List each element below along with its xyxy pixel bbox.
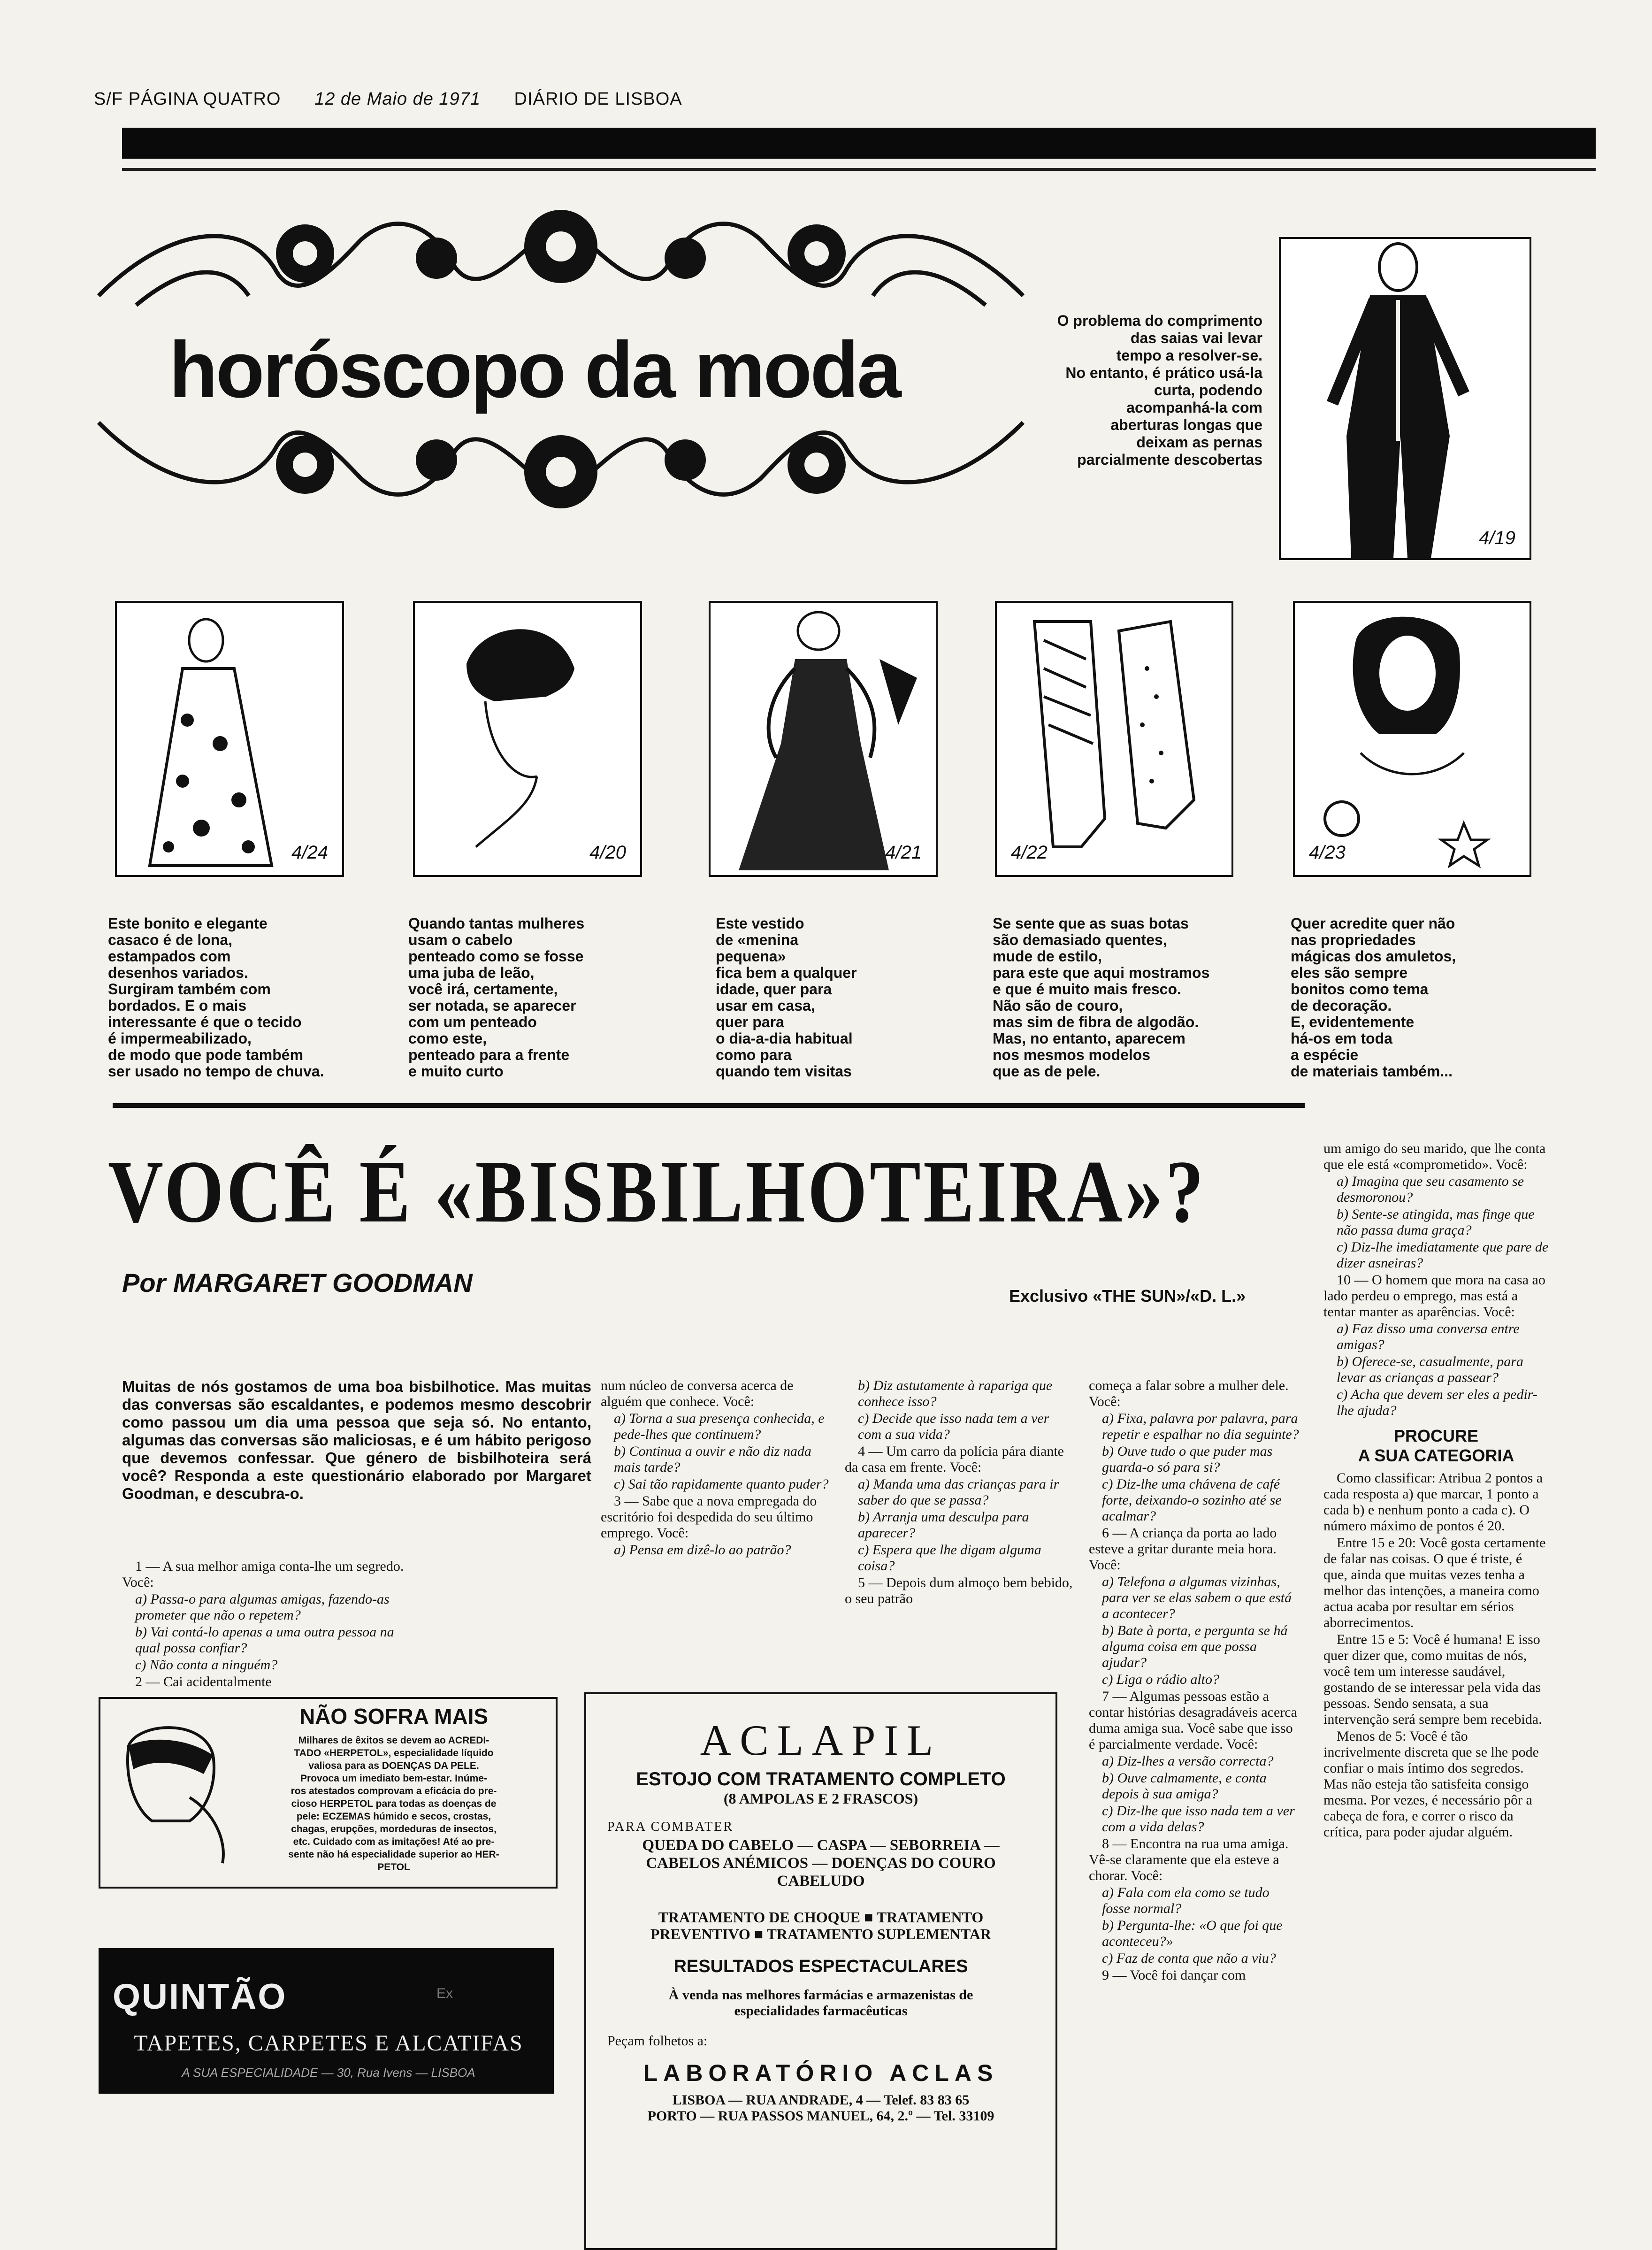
figure-haircut: [413, 601, 642, 877]
top-figure-caption: O problema do comprimento das saias vai levar tempo a resolver-se. No entanto, é prático usá-la curta, podendo acompanhá-la com aberturas longas que deixam as pernas parcialmente descobertas: [1057, 312, 1262, 468]
article-byline: Por MARGARET GOODMAN: [122, 1268, 473, 1298]
category-heading: PROCURE A SUA CATEGORIA: [1358, 1426, 1514, 1465]
sign-label: 4/19: [1479, 528, 1515, 548]
section-label: S/F PÁGINA QUATRO: [94, 89, 281, 109]
article-col-5: um amigo do seu marido, que lhe conta que ele está «comprometido». Você: a) Imagina que seu casamento se desmoronou? b) Sente-se atingida, mas finge que não passa duma graça? c) Diz-lhe imediatamente que pare de dizer asneiras? 10 — O homem que mora na casa ao lado perdeu o emprego, mas está a tentar manter as aparências. Você: a) Faz disso uma conversa entre amigas? b) Oferece-se, casualmente, para levar as crianças a passear? c) Acha que devem ser eles a pedir-lhe ajuda? PROCURE A SUA CATEGORIA Como classificar: Atribua 2 pontos a cada resposta a) que marcar, 1 ponto a cada b) e nenhum ponto a cada c). O número máximo de pontos é 20. Entre 15 e 20: Você gosta certamente de falar nas coisas. O que é triste, é que, ainda que muitas vezes tenha a melhor das intenções, a maneira como actua acaba por resultar em sérios aborrecimentos. Entre 15 e 5: Você é humana! E isso quer dizer que, como muitas de nós, você tem um interesse saudável, gostando de se interessar pela vida das pessoas. Sendo sensata, a sua intervenção será sempre bem recebida. Menos de 5: Você é tão incrivelmente discreta que se lhe pode confiar o mais íntimo dos segredos. Mas não esteja tão satisfeita consigo mesma. Por vezes, é necessário pôr a cabeça de fora, e correr o risco da crítica, para poder ajudar alguém.: [1323, 1141, 1549, 1840]
figure-dress: [709, 601, 938, 877]
article-col-1: 1 — A sua melhor amiga conta-lhe um segredo. Você: a) Passa-o para algumas amigas, fazendo-as prometer que não o repetem? b) Vai contá-lo apenas a uma outra pessoa na qual possa confiar? c) Não conta a ninguém? 2 — Cai acidentalmente: [122, 1559, 404, 1689]
top-ornament-icon: [80, 202, 1042, 310]
section-divider: [113, 1103, 1305, 1108]
newspaper-name: DIÁRIO DE LISBOA: [514, 89, 682, 109]
horoscope-title: horóscopo da moda: [169, 325, 900, 415]
article-col-3: b) Diz astutamente à rapariga que conhece isso? c) Decide que isso nada tem a ver com a sua vida? 4 — Um carro da polícia pára diante da casa em frente. Você: a) Manda uma das crianças para ir saber do que se passa? b) Arranja uma desculpa para aparecer? c) Espera que lhe digam alguma coisa? 5 — Depois dum almoço bem bebido, o seu patrão: [845, 1378, 1073, 1606]
article-headline: VOCÊ É «BISBILHOTEIRA»?: [108, 1143, 1207, 1241]
sign-label: 4/23: [1309, 842, 1346, 863]
coat-illustration-icon: [117, 603, 342, 875]
caption-amulets: Quer acredite quer não nas propriedades mágicas dos amuletos, eles são sempre bonitos como tema de decoração. E, evidentemente há-os em toda a espécie de materiais também...: [1291, 915, 1456, 1080]
sign-label: 4/24: [291, 842, 328, 863]
boots-illustration-icon: [997, 603, 1231, 875]
quintao-brand: QUINTÃO: [113, 1977, 287, 2017]
ad-quintao: QUINTÃO Ex TAPETES, CARPETES E ALCATIFAS A SUA ESPECIALIDADE — 30, Rua Ivens — LISBOA: [99, 1948, 554, 2094]
aclapil-brand: ACLAPIL: [700, 1716, 942, 1764]
dress-illustration-icon: [711, 603, 936, 875]
sign-label: 4/21: [885, 842, 922, 863]
ad-face-icon: [110, 1718, 237, 1868]
ad-title: NÃO SOFRA MAIS: [299, 1704, 489, 1728]
article-col-2: num núcleo de conversa acerca de alguém que conhece. Você: a) Torna a sua presença conhecida, e pede-lhes que continuem? b) Continua a ouvir e não diz nada mais tarde? c) Sai tão rapidamente quanto puder? 3 — Sabe que a nova empregada do escritório foi despedida do seu último emprego. Você: a) Pensa em dizê-lo ao patrão?: [601, 1378, 829, 1558]
caption-haircut: Quando tantas mulheres usam o cabelo penteado como se fosse uma juba de leão, você irá, certamente, ser notada, se aparecer com um penteado como este, penteado para a frente e muito curto: [408, 915, 585, 1080]
header-black-bar: [122, 128, 1596, 159]
figure-coat: [115, 601, 344, 877]
bottom-ornament-icon: [80, 408, 1042, 516]
article-col-4: começa a falar sobre a mulher dele. Você: a) Fixa, palavra por palavra, para repetir e espalhar no dia seguinte? b) Ouve tudo o que puder mas guarda-o só para si? c) Diz-lhe uma chávena de café forte, deixando-o sozinho até se acalmar? 6 — A criança da porta ao lado esteve a gritar durante meia hora. Você: a) Telefona a algumas vizinhas, para ver se elas sabem o que está a acontecer? b) Bate à porta, e pergunta se há alguma coisa em que possa ajudar? c) Liga o rádio alto? 7 — Algumas pessoas estão a contar histórias desagradáveis acerca duma amiga sua. Você sabe que isso é parcialmente verdade. Você: a) Diz-lhes a versão correcta? b) Ouve calmamente, e conta depois à sua amiga? c) Diz-lhe que isso nada tem a ver com a vida delas? 8 — Encontra na rua uma amiga. Vê-se claramente que ela esteve a chorar. Você: a) Fala com ela como se tudo fosse normal? b) Pergunta-lhe: «O que foi que aconteceu?» c) Faz de conta que não a viu? 9 — Você foi dançar com: [1089, 1378, 1299, 1983]
caption-coat: Este bonito e elegante casaco é de lona, estampados com desenhos variados. Surgiram também com bordados. E o mais interessante é que o tecido é impermeabilizado, de modo que pode também ser usado no tempo de chuva.: [108, 915, 324, 1080]
ad-nao-sofra-mais: [99, 1697, 558, 1889]
top-fashion-figure: [1279, 237, 1531, 560]
article-intro: Muitas de nós gostamos de uma boa bisbilhotice. Mas muitas das conversas são escaldantes, e podemos mesmo descobrir como passou um dia uma pessoa que seja só. No entanto, algumas das conversas são maliciosas, e é um hábito perigoso que devemos confessar. Que género de bisbilhoteira será você? Responda a este questionário elaborado por Margaret Goodman, e descubra-o.: [122, 1378, 591, 1502]
page-header: [94, 89, 682, 109]
figure-boots: [995, 601, 1233, 877]
figure-amulets: [1293, 601, 1531, 877]
caption-boots: Se sente que as suas botas são demasiado quentes, mude de estilo, para este que aqui mostramos e que é muito mais fresco. Não são de couro, mas sim de fibra de algodão. Mas, no entanto, aparecem nos mesmos modelos que as de pele.: [993, 915, 1210, 1080]
caption-dress: Este vestido de «menina pequena» fica bem a qualquer idade, quer para usar em casa, quer para o dia-a-dia habitual como para quando tem visitas: [716, 915, 857, 1080]
issue-date: 12 de Maio de 1971: [314, 89, 481, 109]
sign-label: 4/22: [1011, 842, 1048, 863]
face-illustration-icon: [415, 603, 640, 875]
article-exclusive-credit: Exclusivo «THE SUN»/«D. L.»: [1009, 1286, 1246, 1305]
sign-label: 4/20: [589, 842, 626, 863]
jumpsuit-illustration-icon: [1281, 239, 1530, 558]
ad-aclapil: ACLAPIL ESTOJO COM TRATAMENTO COMPLETO (8 AMPOLAS E 2 FRASCOS) PARA COMBATER QUEDA DO CABELO — CASPA — SEBORREIA — CABELOS ANÉMICOS — DOENÇAS DO COURO CABELUDO TRATAMENTO DE CHOQUE ■ TRATAMENTO PREVENTIVO ■ TRATAMENTO SUPLEMENTAR RESULTADOS ESPECTACULARES À venda nas melhores farmácias e armazenistas de especialidades farmacêuticas Peçam folhetos a: LABORATÓRIO ACLAS LISBOA — RUA ANDRADE, 4 — Telef. 83 83 65 PORTO — RUA PASSOS MANUEL, 64, 2.º — Tel. 33109: [584, 1692, 1057, 2250]
amulet-illustration-icon: [1295, 603, 1530, 875]
ad-body: Milhares de êxitos se devem ao ACREDI- TADO «HERPETOL», especialidade líquido valiosa para as DOENÇAS DA PELE. Provoca um imediato bem-estar. Inúme- ros atestados comprovam a eficácia do pre- cioso HERPETOL para todas as doenças de pele: ECZEMAS húmido e secos, crostas, chagas, erupções, mordeduras de insectos, etc. Cuidado com as imitações! Até ao pre- sente não há especialidade superior ao HER- PETOL: [288, 1735, 499, 1873]
